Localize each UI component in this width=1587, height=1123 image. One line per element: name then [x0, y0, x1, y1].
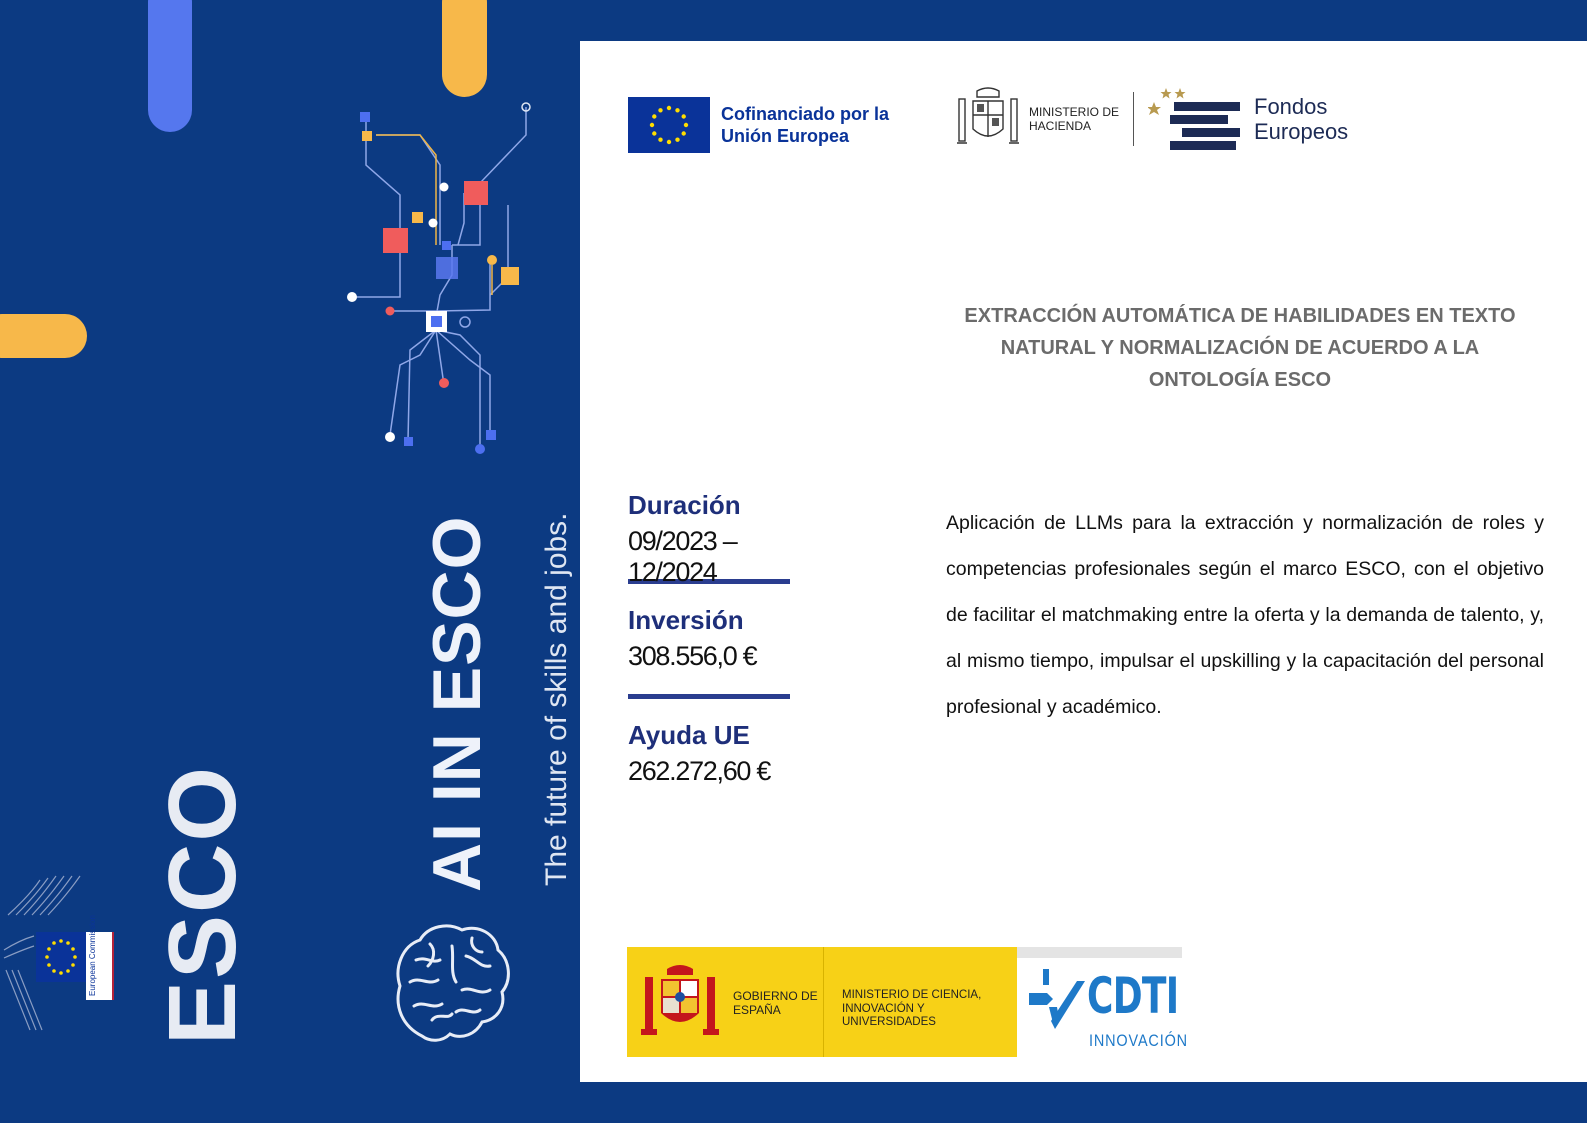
decorative-blue-pill	[148, 0, 192, 132]
esco-brand-text: ESCO	[149, 764, 256, 1045]
cdti-check-icon	[1029, 967, 1089, 1037]
fondos-europeos-icon	[1148, 86, 1244, 152]
ministerio-hacienda-text: MINISTERIO DE HACIENDA	[1029, 105, 1120, 133]
fondos-europeos-text: Fondos Europeos	[1254, 94, 1349, 144]
cdti-logo	[1029, 967, 1188, 1055]
project-title: EXTRACCIÓN AUTOMÁTICA DE HABILIDADES EN TEXTO NATURAL Y NORMALIZACIÓN DE ACUERDO A LA ONTOLOGÍA ESCO	[964, 305, 1516, 391]
cdti-text: CDTI	[1087, 967, 1179, 1025]
top-bar	[580, 0, 1587, 41]
funding-logos	[627, 947, 1188, 1057]
gobierno-espana-text: GOBIERNO DE ESPAÑA	[733, 989, 818, 1017]
project-description: Aplicación de LLMs para la extracción y normalización de roles y competencias profesionales según el marco ESCO, con el objetivo de facilitar el matchmaking entre la oferta y la demanda de talento, y, al mismo tiempo, impulsar el upskilling y la capacitación del personal profesional y académico.	[946, 512, 1544, 718]
eu-cofinanced-text: Cofinanciado por la Unión Europea	[721, 104, 890, 146]
eu-cofinanced-logo	[628, 97, 891, 153]
investment-value: 308.556,0 €	[628, 641, 757, 671]
decorative-yellow-pill-top	[442, 0, 487, 97]
spain-coat-of-arms-icon	[641, 961, 719, 1043]
hacienda-fondos-logo	[955, 85, 1364, 153]
info-divider	[628, 694, 790, 699]
brain-icon	[392, 916, 514, 1056]
ai-in-esco-title: AI IN ESCO	[419, 515, 495, 892]
cdti-top-strip	[1017, 947, 1182, 958]
ministerio-ciencia-text: MINISTERIO DE CIENCIA, INNOVACIÓN Y UNIVERSIDADES	[842, 989, 982, 1028]
decorative-yellow-pill-left	[0, 314, 87, 358]
circuit-graphic	[340, 95, 550, 465]
tagline: The future of skills and jobs.	[540, 512, 573, 886]
project-info	[628, 490, 828, 796]
cdti-subtext: INNOVACIÓN	[1089, 1031, 1188, 1050]
spain-coat-of-arms-icon	[955, 85, 1021, 153]
logo-divider	[823, 947, 824, 1057]
bottom-bar	[580, 1082, 1587, 1123]
duration-value: 09/2023 – 12/2024	[628, 526, 737, 587]
european-commission-logo	[0, 870, 120, 1045]
ec-logo-text: European Commission	[88, 915, 97, 996]
logo-divider	[1133, 92, 1134, 146]
gobierno-espana-logo	[627, 947, 1017, 1057]
left-banner-panel	[0, 0, 580, 1123]
eu-flag-icon	[628, 97, 710, 153]
aid-label: Ayuda UE	[628, 720, 750, 750]
investment-label: Inversión	[628, 605, 744, 635]
duration-label: Duración	[628, 490, 741, 520]
aid-value: 262.272,60 €	[628, 756, 771, 786]
